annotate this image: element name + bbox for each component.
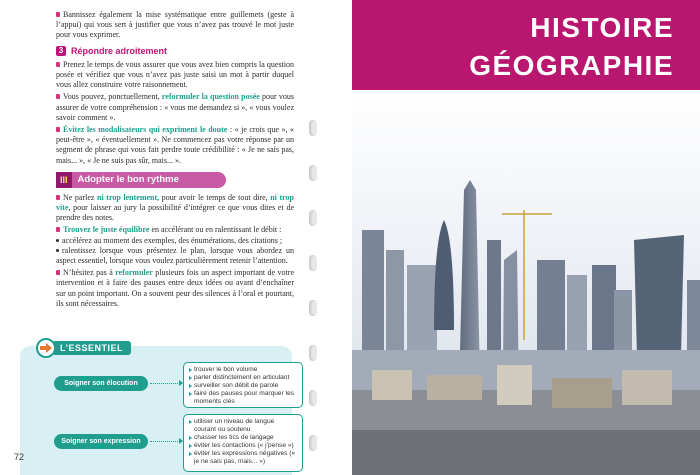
subsection-title: Répondre adroitement xyxy=(71,45,168,56)
essentiel-header xyxy=(36,338,131,358)
bullet-icon xyxy=(56,94,60,99)
highlight-text: Trouvez le juste équilibre xyxy=(63,225,150,235)
paragraph-text: Bannissez également la mise systématique entre guillemets (geste à l’appui) qui vous sert à justifier que vous n’avez pas trouvé le mot juste pour vous exprimer. xyxy=(56,10,294,40)
pill-elocution: Soigner son élocution xyxy=(54,376,148,391)
highlight-text: reformuler la question posée xyxy=(161,92,260,102)
subsection-heading xyxy=(56,46,294,56)
subsection-number: 3 xyxy=(56,46,66,56)
dotted-arrow-icon xyxy=(150,383,180,384)
list-item: utiliser un niveau de langue courant ou soutenu xyxy=(189,418,297,434)
paragraph-modalisateurs xyxy=(56,125,294,166)
dotted-arrow-icon xyxy=(150,441,180,442)
paragraph-text: plusieurs fois un aspect important de votre intervention et à faire des pauses entre deux idées ou avant d’enchaîner sur un point important. On a souvent peur des silences à l’oral et pourtant, ils sont nécessaires. xyxy=(56,268,294,308)
small-bullet-icon xyxy=(56,249,59,252)
elocution-list xyxy=(183,362,303,408)
arrow-right-icon xyxy=(36,338,56,358)
highlight-text: reformuler xyxy=(115,268,153,278)
paragraph-text: : « je crois que », « peut-être », « éventuellement ». Ne commencez pas votre réponse par un segment de phrase qui vous fait perdre toute crédibilité : « Je ne sais pas, mais... », « Je ne suis pas sûr, mais... ». xyxy=(56,125,294,165)
text-column xyxy=(56,10,294,311)
title-line-2: GÉOGRAPHIE xyxy=(469,50,674,81)
paragraph-text: N’hésitez pas à xyxy=(63,268,116,278)
binder-hole xyxy=(309,210,317,226)
binder-hole xyxy=(309,120,317,136)
section-title: Adopter le bon rythme xyxy=(77,173,179,185)
bullet-icon xyxy=(56,270,60,275)
expression-list xyxy=(183,414,303,472)
highlight-text: ni trop vite xyxy=(56,192,294,213)
binder-hole xyxy=(309,165,317,181)
bullet-icon xyxy=(56,12,60,17)
section-heading xyxy=(56,172,226,188)
paragraph-text: , pour laisser au jury la possibilité d’intégrer ce que vous dites et de prendre des notes. xyxy=(56,203,294,223)
small-bullet-icon xyxy=(56,239,59,242)
paragraph-reformulate xyxy=(56,92,294,123)
binder-hole xyxy=(309,255,317,271)
city-skyline-photo xyxy=(352,90,700,475)
bullet-icon xyxy=(56,62,60,67)
binder-hole xyxy=(309,300,317,316)
list-item: ralentissez lorsque vous présentez le plan, lorsque vous abordez un aspect essentiel, lorsque vous voulez particulièrement retenir l’attention. xyxy=(56,245,294,266)
list-item: éviter les expressions négatives (« je ne sais pas, mais... ») xyxy=(189,450,297,466)
section-number: III xyxy=(56,172,72,188)
binder-hole xyxy=(309,345,317,361)
paragraph-pauses xyxy=(56,268,294,309)
list-item: éviter les contactions (« j’pense ») xyxy=(189,442,297,450)
paragraph-text: pour vous assurer de votre compréhension : « vous me demandez si », « vous voulez savoir comment ». xyxy=(56,92,295,122)
paragraph-quotes xyxy=(56,10,294,41)
list-item: faire des pauses pour marquer les moments clés xyxy=(189,390,297,406)
paragraph-understand xyxy=(56,60,294,91)
list-item: accélérez au moment des exemples, des énumérations, des citations ; xyxy=(62,235,283,245)
binder-hole xyxy=(309,435,317,451)
right-page xyxy=(352,0,700,475)
paragraph-balance xyxy=(56,225,294,266)
binder-hole xyxy=(309,390,317,406)
bullet-icon xyxy=(56,227,60,232)
paragraph-text: , pour avoir le temps de tout dire, xyxy=(157,192,271,202)
list-item: parler distinctement en articulant xyxy=(189,374,297,382)
essentiel-label: L’ESSENTIEL xyxy=(54,341,131,355)
title-line-1: HISTOIRE xyxy=(530,12,674,43)
essentiel-box xyxy=(20,343,296,475)
paragraph-text: Vous pouvez, ponctuellement, xyxy=(63,92,162,102)
binder-holes xyxy=(303,0,323,475)
pill-expression: Soigner son expression xyxy=(54,434,148,449)
list-item: surveiller son débit de parole xyxy=(189,382,297,390)
paragraph-pace xyxy=(56,193,294,224)
list-item: trouver le bon volume xyxy=(189,366,297,374)
page-number: 72 xyxy=(14,452,25,462)
highlight-text: ni trop lentement xyxy=(97,192,158,202)
highlight-text: Évitez les modalisateurs qui expriment le doute xyxy=(63,125,228,135)
bullet-icon xyxy=(56,195,60,200)
paragraph-text: Ne parlez xyxy=(63,192,98,202)
paragraph-text: Prenez le temps de vous assurer que vous avez bien compris la question posée et vérifiez que vous n’avez pas juste saisi un mot à partir duquel vous allez construire votre raisonnement. xyxy=(56,59,294,90)
bullet-icon xyxy=(56,127,60,132)
list-item: chasser les tics de langage xyxy=(189,434,297,442)
paragraph-text: en accélérant ou en ralentissant le débit : xyxy=(149,225,282,235)
